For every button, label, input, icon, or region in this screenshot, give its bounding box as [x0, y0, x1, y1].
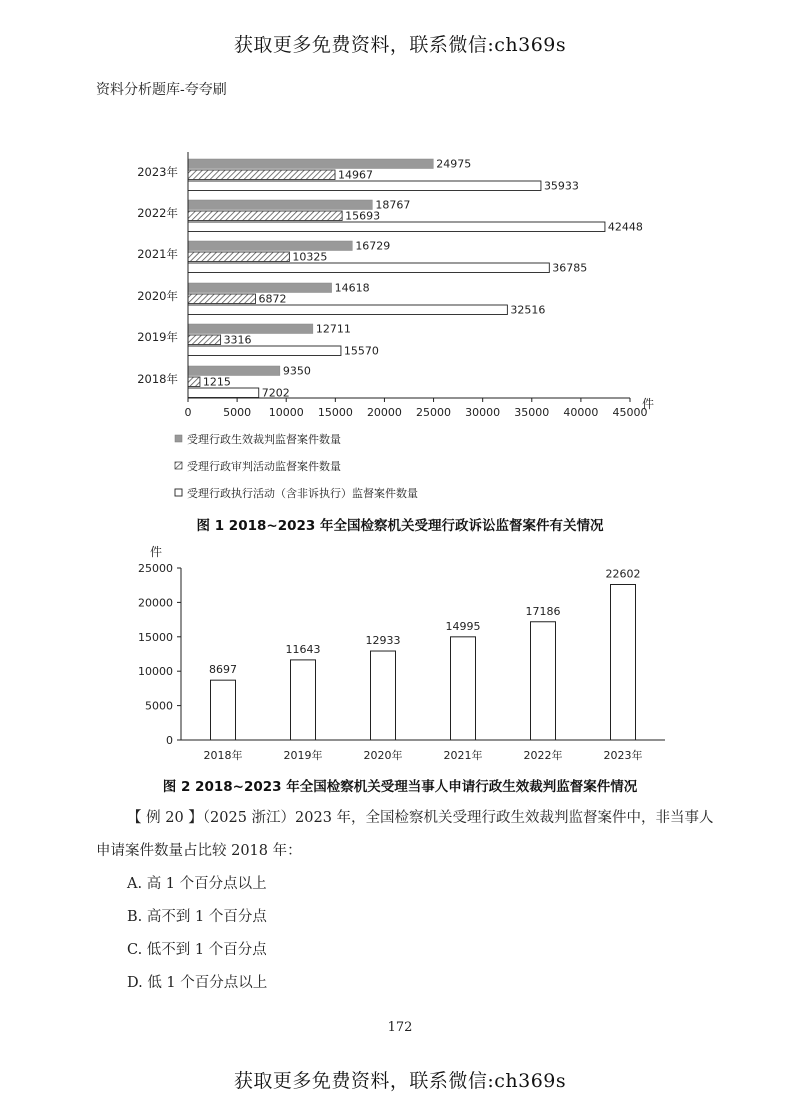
figure1-x-tick-label: 25000	[416, 406, 452, 419]
figure1-value-label: 35933	[543, 179, 579, 193]
figure2-y-tick-label: 25000	[138, 562, 173, 575]
figure2-chart	[0, 540, 800, 770]
figure1-value-label: 16729	[355, 239, 391, 253]
figure1-bar-2019年-series2	[188, 335, 221, 345]
figure1-x-tick-label: 10000	[268, 406, 304, 419]
figure2-y-tick-label: 5000	[145, 699, 173, 713]
figure1-bar-2023年-series2	[188, 170, 335, 180]
figure1-category-label: 2018年	[137, 372, 178, 386]
watermark-bottom: 获取更多免费资料，联系微信:ch369s	[233, 1070, 567, 1092]
figure1-bar-2018年-series1	[188, 366, 280, 376]
figure1-unit-label: 件	[642, 397, 655, 411]
figure1-category-label: 2019年	[137, 330, 178, 344]
figure2-value-label: 22602	[605, 567, 641, 581]
figure1-x-tick-label: 35000	[514, 406, 550, 419]
figure2-bar-2020年	[371, 651, 396, 740]
figure1-category-label: 2021年	[137, 247, 178, 261]
figure2-value-label: 17186	[525, 604, 561, 618]
figure1-value-label: 15570	[343, 344, 379, 358]
figure1-x-tick-label: 20000	[366, 406, 402, 419]
figure1-value-label: 36785	[552, 261, 588, 275]
figure1-category-label: 2023年	[137, 165, 178, 179]
figure2-category-label: 2018年	[203, 749, 243, 762]
figure2-caption: 图 2 2018~2023 年全国检察机关受理当事人申请行政生效裁判监督案件情况	[162, 779, 638, 795]
watermark-top: 获取更多免费资料，联系微信:ch369s	[233, 34, 567, 56]
page-number: 172	[387, 1020, 413, 1035]
figure1-bar-2020年-series2	[188, 294, 255, 304]
figure2-y-tick-label: 10000	[138, 665, 173, 679]
option-a: A. 高 1 个百分点以上	[127, 876, 267, 892]
figure1-value-label: 24975	[436, 157, 472, 171]
figure1-bar-2023年-series3	[188, 181, 541, 191]
option-b: B. 高不到 1 个百分点	[127, 909, 267, 925]
figure1-category-label: 2020年	[137, 289, 178, 303]
figure2-category-label: 2022年	[523, 749, 563, 762]
legend-swatch-hatched	[175, 462, 182, 469]
figure1-chart	[0, 140, 800, 510]
figure1-bar-2018年-series3	[188, 388, 259, 398]
figure2-bar-2023年	[611, 584, 636, 740]
figure2-category-label: 2023年	[603, 749, 643, 762]
figure1-bar-2018年-series2	[188, 377, 200, 387]
question-stem-line2: 申请案件数量占比较 2018 年：	[96, 843, 302, 859]
figure2-unit-label: 件	[150, 545, 163, 559]
figure1-value-label: 12711	[315, 322, 351, 336]
figure2-value-label: 12933	[365, 634, 401, 648]
figure2-y-tick-label: 20000	[138, 596, 173, 610]
figure1-bar-2023年-series1	[188, 159, 433, 169]
figure2-value-label: 8697	[209, 663, 237, 677]
question-source: （2025 浙江）	[202, 810, 296, 826]
figure1-bar-2021年-series2	[188, 252, 289, 262]
figure1-value-label: 32516	[510, 303, 546, 317]
figure1-value-label: 10325	[292, 250, 328, 264]
figure2-category-label: 2020年	[363, 749, 403, 762]
option-c: C. 低不到 1 个百分点	[127, 942, 267, 958]
figure1-value-label: 14618	[334, 281, 370, 295]
figure2-y-tick-label: 15000	[138, 630, 173, 644]
figure2-category-label: 2019年	[283, 749, 323, 762]
figure2-bar-2018年	[211, 680, 236, 740]
legend-label-3: 受理行政执行活动（含非诉执行）监督案件数量	[187, 487, 418, 500]
figure1-bar-2019年-series1	[188, 324, 313, 334]
figure2-value-label: 14995	[445, 619, 481, 633]
figure1-value-label: 15693	[345, 209, 381, 223]
figure1-x-tick-label: 15000	[317, 406, 353, 419]
figure1-value-label: 7202	[261, 386, 290, 400]
question-label: 【 例 20 】	[127, 810, 203, 826]
legend-swatch-solid	[175, 435, 182, 442]
figure1-value-label: 9350	[282, 364, 311, 378]
figure2-value-label: 11643	[285, 642, 321, 656]
figure2-category-label: 2021年	[443, 749, 483, 762]
figure1-x-tick-label: 45000	[612, 406, 648, 419]
figure2-y-tick-label: 0	[166, 734, 173, 747]
source-header: 资料分析题库-夸夸刷	[96, 82, 227, 98]
figure1-bar-2019年-series3	[188, 346, 341, 356]
figure1-value-label: 6872	[258, 292, 287, 306]
figure2-bar-2021年	[451, 637, 476, 740]
figure1-bar-2022年-series1	[188, 200, 372, 210]
figure1-value-label: 18767	[375, 198, 411, 212]
question-stem	[127, 806, 714, 827]
figure1-value-label: 1215	[202, 375, 231, 389]
figure1-x-tick-label: 5000	[223, 406, 252, 419]
figure1-value-label: 3316	[223, 333, 252, 347]
question-stem-line1: 2023 年，全国检察机关受理行政生效裁判监督案件中，非当事人	[295, 810, 714, 826]
figure1-bar-2020年-series1	[188, 283, 332, 293]
figure1-x-tick-label: 40000	[563, 406, 599, 419]
figure1-value-label: 42448	[607, 220, 643, 234]
legend-label-2: 受理行政审判活动监督案件数量	[187, 460, 341, 473]
figure1-legend	[175, 432, 418, 500]
option-d: D. 低 1 个百分点以上	[127, 975, 268, 991]
figure1-value-label: 14967	[338, 168, 374, 182]
figure2-bar-2022年	[531, 622, 556, 740]
figure1-bar-2022年-series3	[188, 222, 605, 232]
figure2-bar-2019年	[291, 660, 316, 740]
figure1-x-tick-label: 0	[184, 406, 192, 419]
figure1-bar-2020年-series3	[188, 305, 507, 315]
legend-label-1: 受理行政生效裁判监督案件数量	[187, 433, 341, 446]
figure1-x-tick-label: 30000	[465, 406, 501, 419]
figure1-category-label: 2022年	[137, 206, 178, 220]
legend-swatch-hollow	[175, 489, 182, 496]
figure1-bar-2021年-series3	[188, 263, 549, 273]
figure1-bar-2021年-series1	[188, 241, 352, 251]
figure1-caption: 图 1 2018~2023 年全国检察机关受理行政诉讼监督案件有关情况	[196, 518, 604, 534]
figure1-bar-2022年-series2	[188, 211, 342, 221]
